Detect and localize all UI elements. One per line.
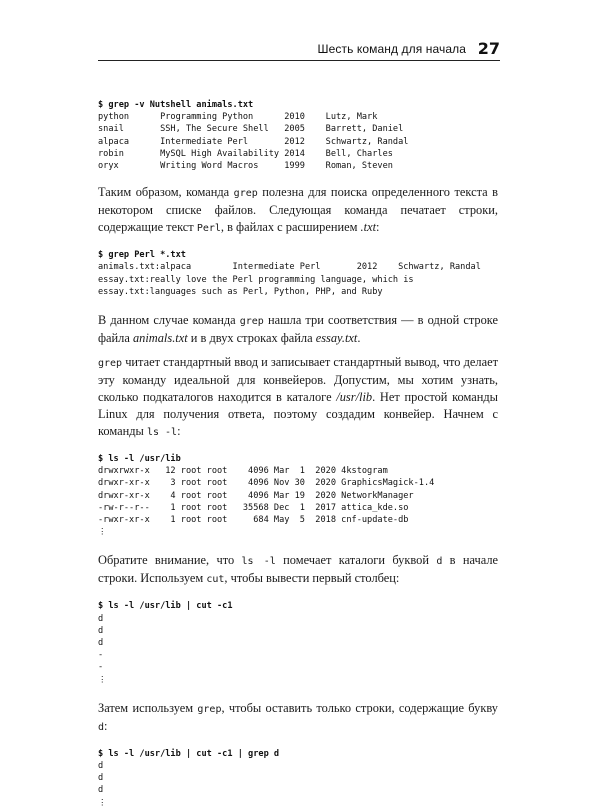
page-number: 27: [477, 39, 500, 58]
inline-code: cut: [206, 574, 225, 586]
paragraph: [98, 700, 498, 736]
code-block: [98, 453, 498, 538]
code-line: drwxr-xr-x 4 root root 4096 Mar 19 2020 NetworkManager: [98, 490, 414, 501]
code-command: $ ls -l /usr/lib | cut -c1 | grep d: [98, 748, 280, 759]
code-command: $ ls -l /usr/lib | cut -c1: [98, 601, 233, 612]
inline-code: grep: [98, 358, 123, 370]
code-line: snail SSH, The Secure Shell 2005 Barrett, Daniel: [98, 124, 404, 135]
ellipsis: ⋮: [98, 527, 107, 538]
text: :: [376, 220, 380, 235]
code-line: oryx Writing Word Macros 1999 Roman, Steven: [98, 161, 393, 172]
text: Обратите внимание, что: [98, 553, 242, 568]
inline-code: ls -l: [241, 556, 276, 568]
page-content: [98, 99, 498, 809]
text: помечает каталоги буквой: [275, 553, 437, 568]
text: , чтобы вывести первый столбец:: [224, 571, 400, 586]
code-block: [98, 748, 498, 809]
code-line: drwxrwxr-x 12 root root 4096 Mar 1 2020 4kstogram: [98, 466, 388, 477]
code-line: -: [98, 662, 104, 673]
text: нашла три соответствия — в одной строке файла: [98, 313, 498, 346]
inline-code: ls -l: [146, 427, 178, 439]
inline-code: grep: [239, 316, 264, 328]
paragraph: [98, 552, 498, 588]
inline-code: grep: [197, 703, 222, 715]
text: полезна для поиска определенного текста в некотором списке файлов. Следующая команда печатает строки, содержащие текст: [98, 185, 498, 235]
text: :: [104, 718, 108, 733]
code-line: d: [98, 785, 104, 796]
code-line: -: [98, 650, 104, 661]
text: Таким образом, команда: [98, 185, 234, 200]
code-block: [98, 99, 498, 172]
code-command: $ ls -l /usr/lib: [98, 454, 181, 465]
code-line: animals.txt:alpaca Intermediate Perl 2012 Schwartz, Randal: [98, 262, 481, 273]
code-line: d: [98, 761, 104, 772]
running-title: Шесть команд для начала: [317, 42, 466, 56]
text: читает стандартный ввод и записывает стандартный вывод, что делает эту команду идеальной для конвейеров. Допустим, мы хотим узнать, сколько подкаталогов находится в каталоге: [98, 355, 498, 405]
code-block: [98, 249, 498, 298]
page-header: [98, 40, 500, 61]
text: :: [177, 424, 181, 439]
inline-code: Perl: [196, 223, 221, 235]
code-line: d: [98, 613, 104, 624]
text: Затем используем: [98, 700, 198, 715]
text: .: [357, 331, 361, 346]
italic-text: essay.txt: [315, 331, 358, 346]
text: в начале строки. Используем: [98, 553, 499, 586]
code-block: [98, 600, 498, 685]
italic-text: animals.txt: [132, 331, 188, 346]
italic-text: /usr/lib: [336, 390, 373, 405]
code-line: drwxr-xr-x 3 root root 4096 Nov 30 2020 GraphicsMagick-1.4: [98, 478, 435, 489]
inline-code: d: [98, 721, 105, 733]
code-command: $ grep -v Nutshell animals.txt: [98, 100, 254, 110]
code-line: essay.txt:languages such as Perl, Python, PHP, and Ruby: [98, 286, 383, 297]
paragraph: [98, 184, 498, 237]
code-line: d: [98, 638, 104, 649]
ellipsis: ⋮: [98, 797, 107, 808]
italic-text: .txt: [360, 220, 377, 235]
text: , чтобы оставить только строки, содержащие букву: [221, 700, 498, 715]
code-line: essay.txt:really love the Perl programming language, which is: [98, 274, 414, 285]
code-line: robin MySQL High Availability 2014 Bell, Charles: [98, 148, 393, 159]
inline-code: grep: [233, 188, 258, 200]
text: , в файлах с расширением: [220, 220, 361, 235]
code-line: d: [98, 625, 104, 636]
paragraph: [98, 312, 498, 347]
paragraph: [98, 354, 498, 441]
code-line: d: [98, 773, 104, 784]
text: В данном случае команда: [98, 313, 240, 328]
code-line: -rwxr-xr-x 1 root root 684 May 5 2018 cnf-update-db: [98, 515, 409, 526]
code-line: -rw-r--r-- 1 root root 35568 Dec 1 2017 attica_kde.so: [98, 502, 409, 513]
code-line: python Programming Python 2010 Lutz, Mark: [98, 112, 378, 123]
code-command: $ grep Perl *.txt: [98, 250, 186, 261]
ellipsis: ⋮: [98, 674, 107, 685]
text: . Нет простой команды Linux для получения ответа, поэтому создадим конвейер. Начнем с команды: [98, 390, 498, 439]
inline-code: d: [436, 556, 443, 568]
code-line: alpaca Intermediate Perl 2012 Schwartz, Randal: [98, 136, 409, 147]
text: и в двух строках файла: [187, 331, 316, 346]
